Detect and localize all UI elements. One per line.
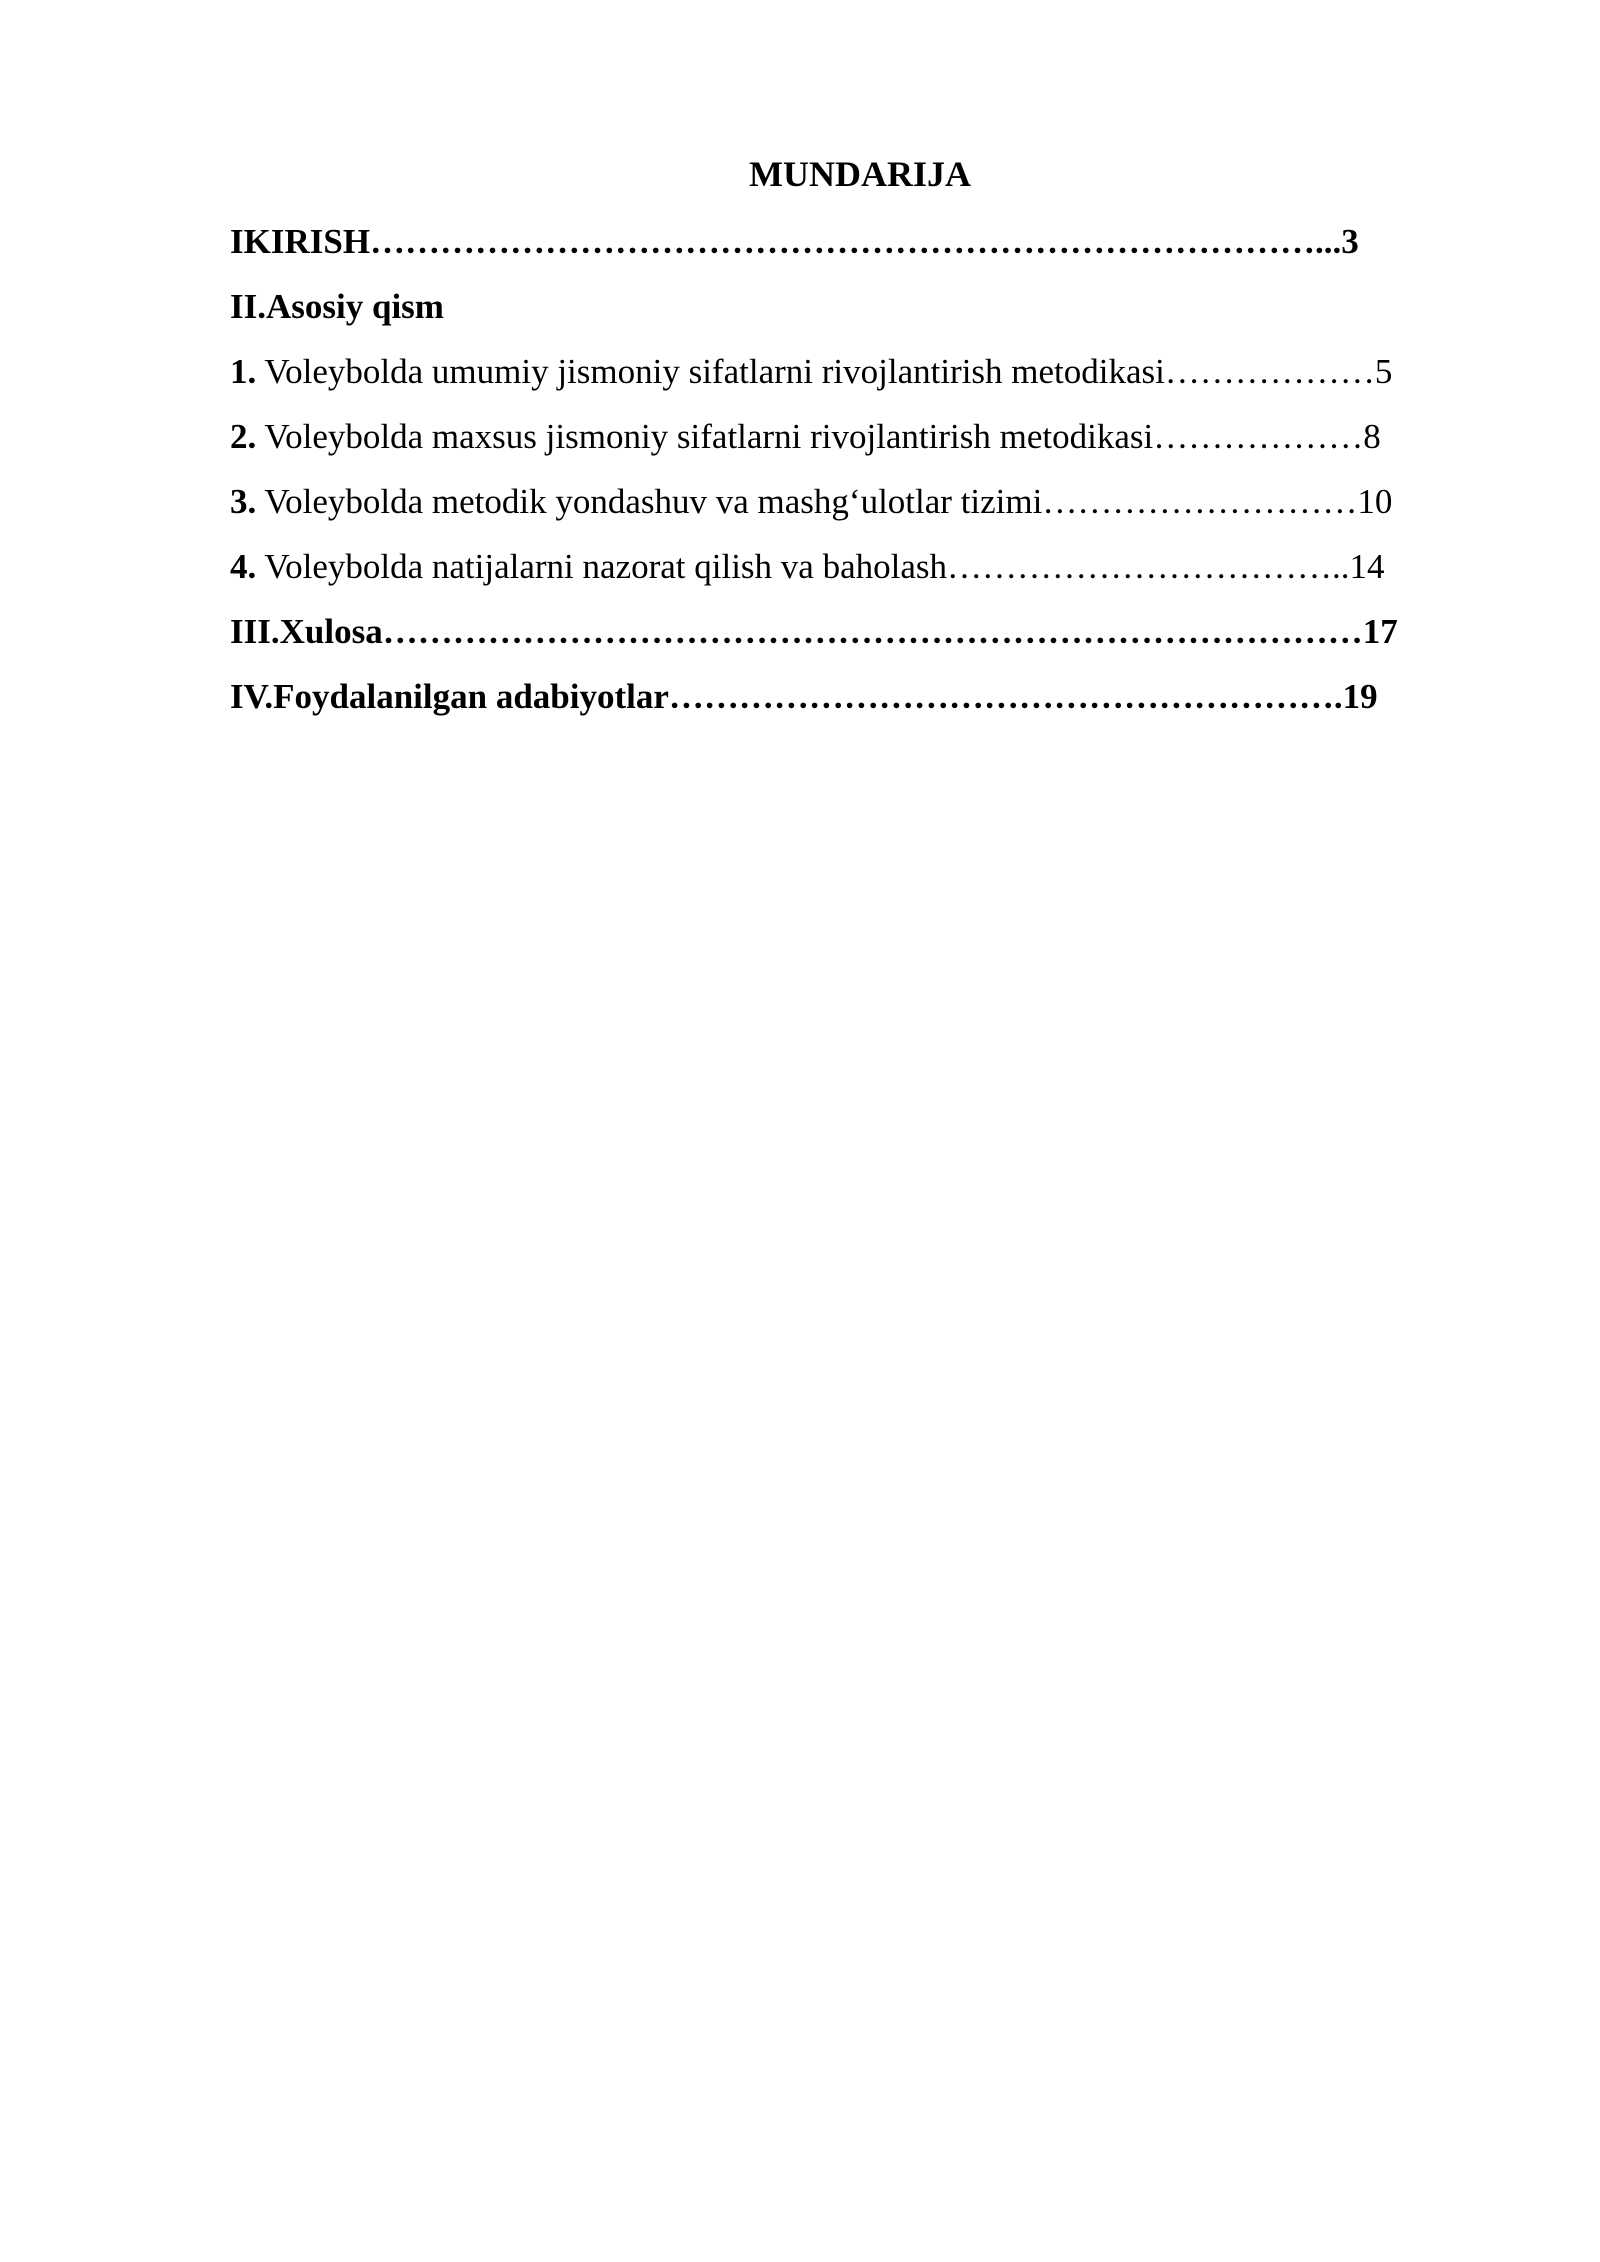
toc-entry-number: 1.	[230, 352, 257, 391]
toc-entry-text: II.Asosiy qism	[230, 287, 444, 326]
table-of-contents	[230, 216, 1492, 736]
toc-entry-number: 2.	[230, 417, 257, 456]
toc-entry-section-2	[230, 411, 1492, 476]
page-title: MUNDARIJA	[749, 154, 971, 194]
toc-entry-section-1	[230, 346, 1492, 411]
toc-entry-text: III.Xulosa…………………………………………………………………………17	[230, 612, 1398, 651]
toc-entry-section-3	[230, 476, 1492, 541]
toc-entry-text: Voleybolda metodik yondashuv va mashg‘ulotlar tizimi………………………10	[256, 482, 1393, 521]
toc-entry-conclusion	[230, 606, 1492, 671]
toc-entry-text: IV.Foydalanilgan adabiyotlar………………………………………………….19	[230, 677, 1378, 716]
toc-entry-main-part	[230, 281, 1492, 346]
toc-entry-section-4	[230, 541, 1492, 606]
toc-entry-introduction	[230, 216, 1492, 281]
toc-entry-text: Voleybolda umumiy jismoniy sifatlarni rivojlantirish metodikasi………………5	[256, 352, 1393, 391]
toc-entry-text: Voleybolda natijalarni nazorat qilish va baholash……………………………..14	[256, 547, 1385, 586]
toc-entry-number: 4.	[230, 547, 257, 586]
toc-entry-references	[230, 671, 1492, 736]
toc-entry-number: 3.	[230, 482, 257, 521]
toc-entry-text: IKIRISH………………………………………………………………………...3	[230, 222, 1359, 261]
toc-entry-text: Voleybolda maxsus jismoniy sifatlarni rivojlantirish metodikasi………………8	[256, 417, 1381, 456]
